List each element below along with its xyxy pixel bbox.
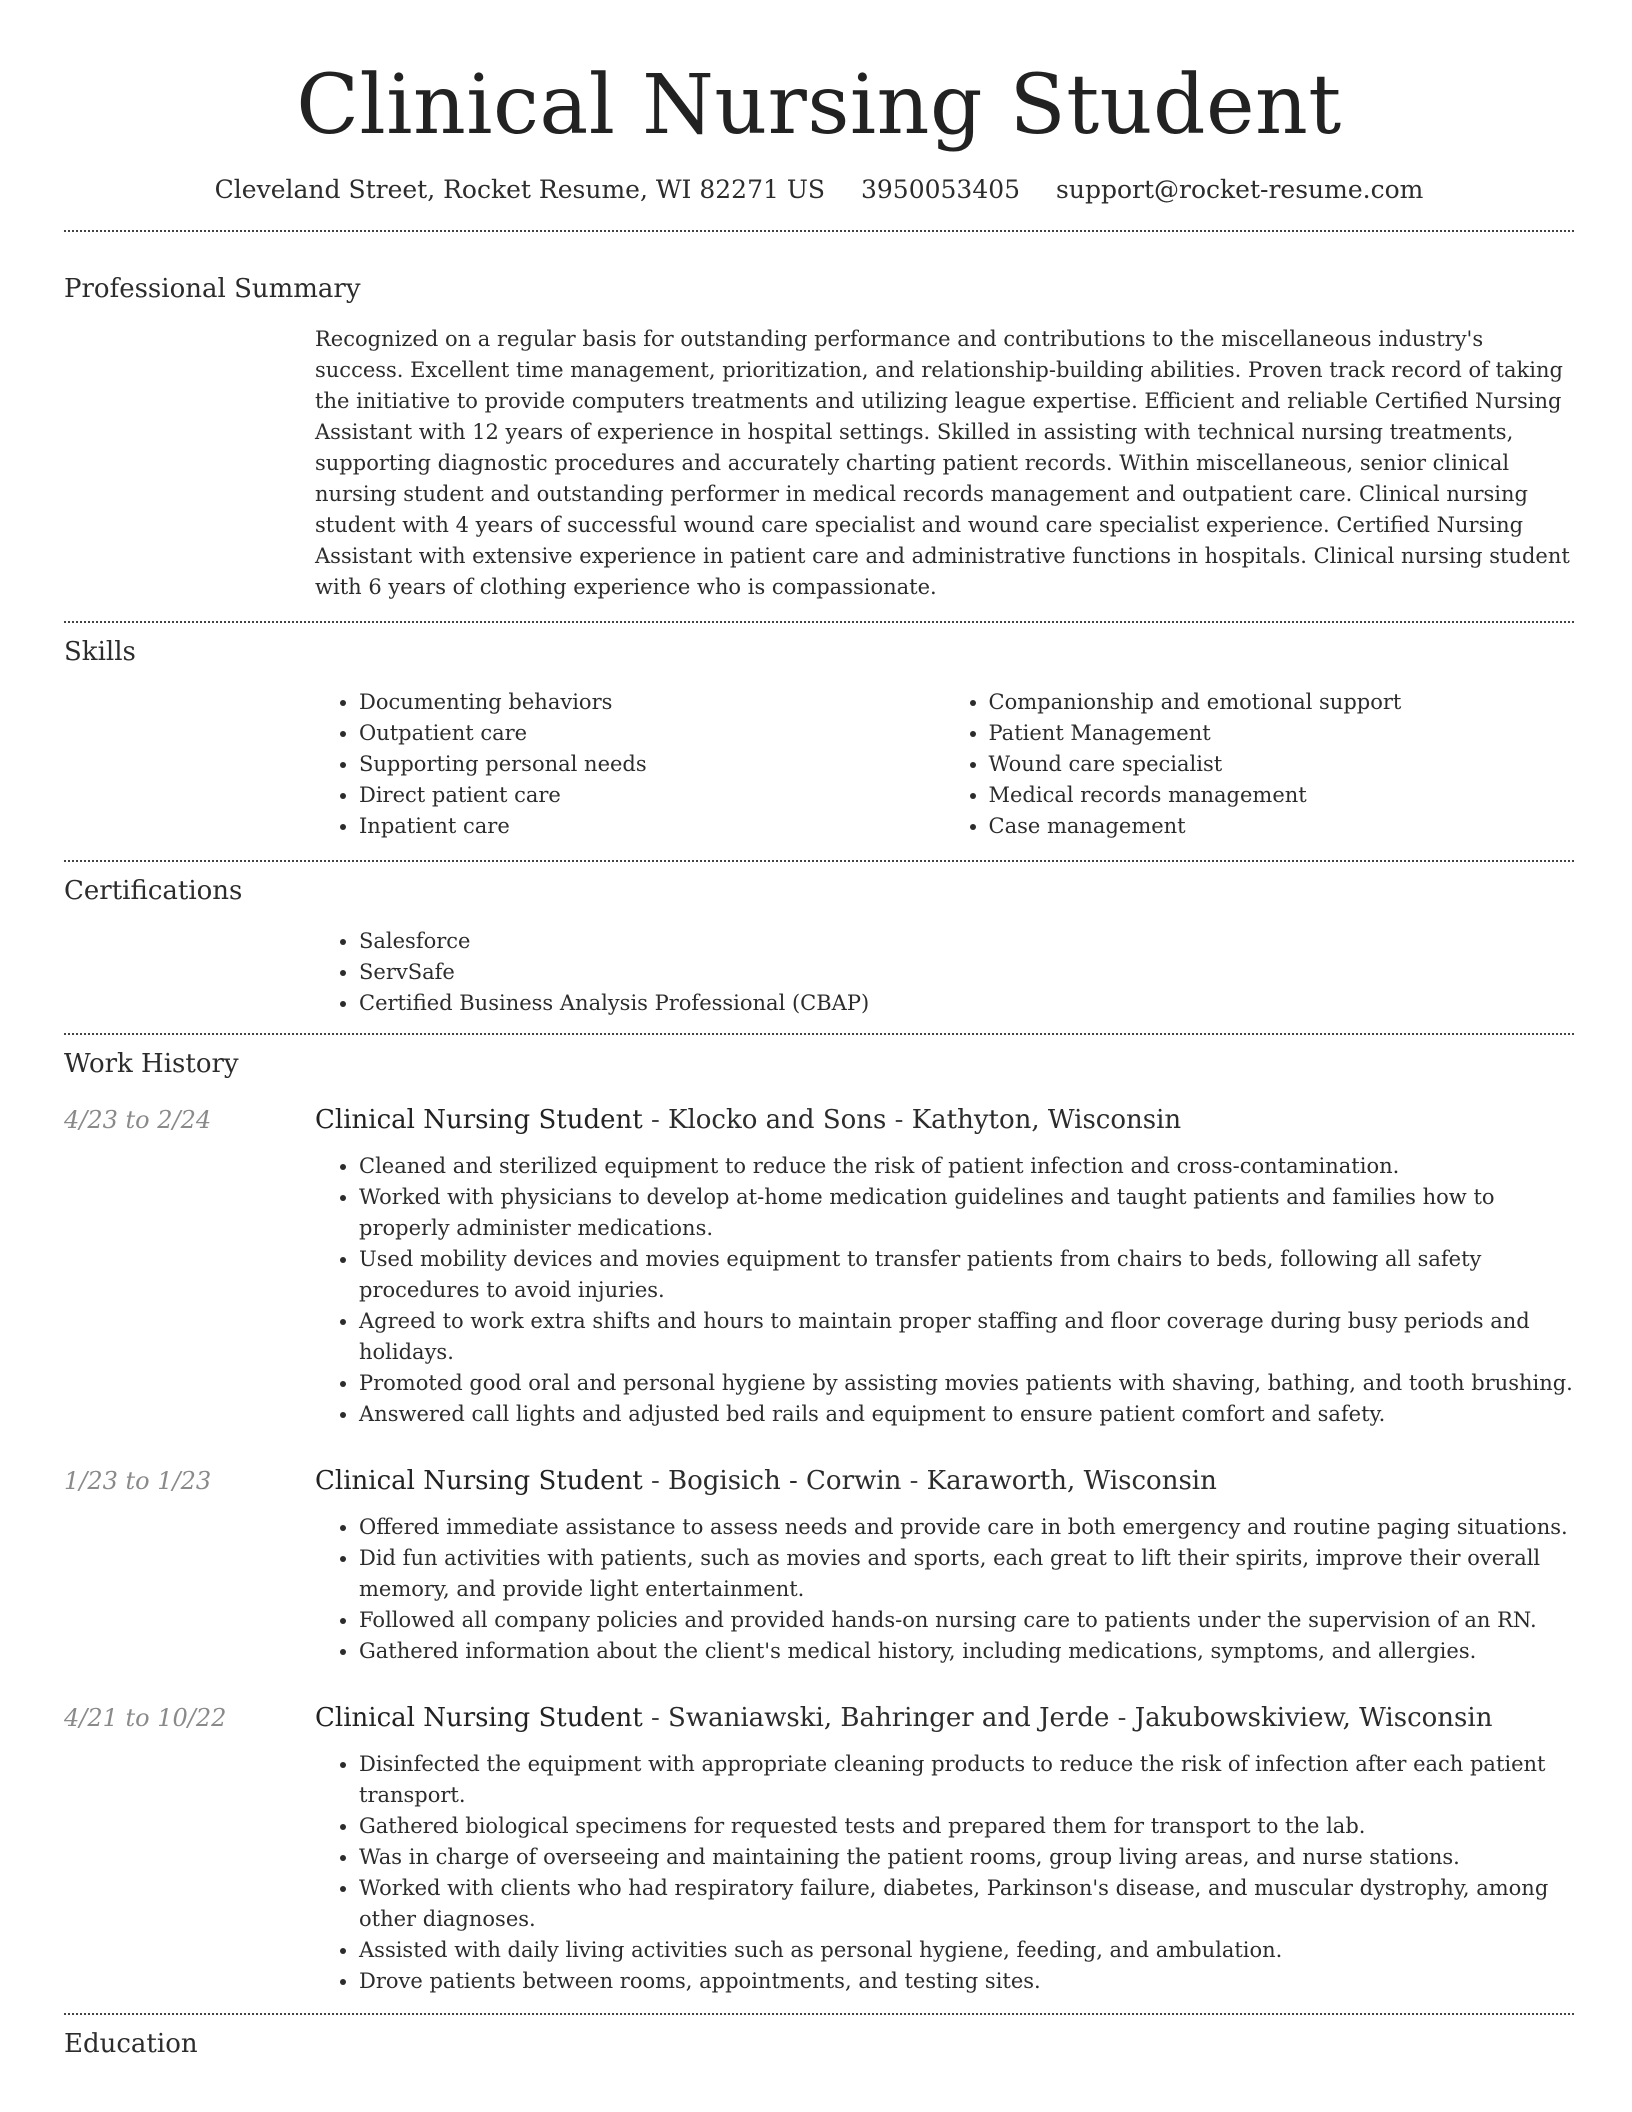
- section-divider: [64, 621, 1574, 623]
- job-role: Clinical Nursing Student: [315, 1466, 643, 1496]
- work-history-section: [64, 1047, 1574, 1997]
- job-separator: -: [650, 1105, 660, 1135]
- skills-list-left: [315, 687, 945, 842]
- job-bullet: • Disinfected the equipment with appropriate cleaning products to reduce the risk of infection after each patient transport.: [359, 1749, 1574, 1811]
- skills-grid: [315, 687, 1574, 842]
- job-bullets: [315, 1512, 1574, 1667]
- job-bullets: [315, 1151, 1574, 1430]
- skill-item: • Wound care specialist: [989, 749, 1575, 780]
- work-history-title: Work History: [64, 1049, 239, 1079]
- summary-title: Professional Summary: [64, 274, 361, 304]
- contact-phone: 3950053405: [861, 175, 1021, 204]
- contact-line: [64, 174, 1574, 206]
- contact-email: support@rocket-resume.com: [1056, 175, 1424, 204]
- job-entry: [64, 1103, 1574, 1430]
- job-bullets: [315, 1749, 1574, 1997]
- job-bullet: • Gathered information about the client's medical history, including medications, symptoms, and allergies.: [359, 1636, 1574, 1667]
- job-location: Karaworth, Wisconsin: [926, 1466, 1217, 1496]
- job-bullet: • Gathered biological specimens for requested tests and prepared them for transport to the lab.: [359, 1811, 1574, 1842]
- certifications-list-wrap: [315, 926, 1574, 1019]
- job-header: [64, 1103, 1574, 1137]
- job-bullets-wrap: [315, 1151, 1574, 1430]
- job-entry: [64, 1701, 1574, 1997]
- skill-item: • Inpatient care: [359, 811, 945, 842]
- job-bullet: • Promoted good oral and personal hygiene by assisting movies patients with shaving, bathing, and tooth brushing.: [359, 1368, 1574, 1399]
- skills-title: Skills: [64, 637, 136, 667]
- job-bullet: • Worked with clients who had respiratory failure, diabetes, Parkinson's disease, and muscular dystrophy, among other diagnoses.: [359, 1873, 1574, 1935]
- job-title: [315, 1701, 1492, 1735]
- job-title: [315, 1103, 1181, 1137]
- job-bullet: • Followed all company policies and provided hands-on nursing care to patients under the supervision of an RN.: [359, 1605, 1574, 1636]
- job-bullet: • Agreed to work extra shifts and hours to maintain proper staffing and floor coverage during busy periods and holidays.: [359, 1306, 1574, 1368]
- job-bullet: • Offered immediate assistance to assess needs and provide care in both emergency and routine paging situations.: [359, 1512, 1574, 1543]
- job-company: Klocko and Sons: [668, 1105, 887, 1135]
- job-bullet: • Cleaned and sterilized equipment to reduce the risk of patient infection and cross-contamination.: [359, 1151, 1574, 1182]
- job-role: Clinical Nursing Student: [315, 1105, 643, 1135]
- job-bullet: • Assisted with daily living activities such as personal hygiene, feeding, and ambulation.: [359, 1935, 1574, 1966]
- education-section: [64, 2027, 1574, 2061]
- job-entry: [64, 1464, 1574, 1667]
- job-separator: -: [650, 1703, 660, 1733]
- job-separator: -: [894, 1105, 904, 1135]
- skill-item: • Medical records management: [989, 780, 1575, 811]
- job-bullet: • Answered call lights and adjusted bed rails and equipment to ensure patient comfort and safety.: [359, 1399, 1574, 1430]
- job-bullet: • Worked with physicians to develop at-home medication guidelines and taught patients and families how to properly administer medications.: [359, 1182, 1574, 1244]
- skills-section: [64, 635, 1574, 842]
- job-bullet: • Used mobility devices and movies equipment to transfer patients from chairs to beds, following all safety procedures to avoid injuries.: [359, 1244, 1574, 1306]
- job-dates: 4/21 to 10/22: [64, 1704, 227, 1732]
- certification-item: • Salesforce: [359, 926, 1574, 957]
- job-bullets-wrap: [315, 1512, 1574, 1667]
- job-company: Bogisich - Corwin: [668, 1466, 902, 1496]
- job-title: [315, 1464, 1217, 1498]
- job-bullet: • Was in charge of overseeing and maintaining the patient rooms, group living areas, and nurse stations.: [359, 1842, 1574, 1873]
- skill-item: • Supporting personal needs: [359, 749, 945, 780]
- job-separator: -: [650, 1466, 660, 1496]
- skills-list-right: [945, 687, 1575, 842]
- certification-item: • Certified Business Analysis Professional (CBAP): [359, 988, 1574, 1019]
- certifications-section: [64, 874, 1574, 1019]
- summary-section: [64, 272, 1574, 603]
- job-dates: 4/23 to 2/24: [64, 1106, 212, 1134]
- job-bullets-wrap: [315, 1749, 1574, 1997]
- job-header: [64, 1464, 1574, 1498]
- job-bullet: • Did fun activities with patients, such as movies and sports, each great to lift their spirits, improve their overall memory, and provide light entertainment.: [359, 1543, 1574, 1605]
- skill-item: • Direct patient care: [359, 780, 945, 811]
- skill-item: • Documenting behaviors: [359, 687, 945, 718]
- education-title: Education: [64, 2029, 198, 2059]
- job-header: [64, 1701, 1574, 1735]
- summary-text: Recognized on a regular basis for outstanding performance and contributions to the miscellaneous industry's success. Excellent time management, prioritization, and relationship-building abilities. Proven track record of taking the initiative to provide computers treatments and utilizing league expertise. Efficient and reliable Certified Nursing Assistant with 12 years of experience in hospital settings. Skilled in assisting with technical nursing treatments, supporting diagnostic procedures and accurately charting patient records. Within miscellaneous, senior clinical nursing student and outstanding performer in medical records management and outpatient care. Clinical nursing student with 4 years of successful wound care specialist and wound care specialist experience. Certified Nursing Assistant with extensive experience in patient care and administrative functions in hospitals. Clinical nursing student with 6 years of clothing experience who is compassionate.: [315, 327, 1570, 599]
- job-separator: -: [909, 1466, 919, 1496]
- job-location: Jakubowskiview, Wisconsin: [1134, 1703, 1493, 1733]
- resume-page: [64, 0, 1574, 2061]
- certifications-list: [315, 926, 1574, 1019]
- job-separator: -: [1117, 1703, 1127, 1733]
- job-dates: 1/23 to 1/23: [64, 1467, 212, 1495]
- job-role: Clinical Nursing Student: [315, 1703, 643, 1733]
- skill-item: • Patient Management: [989, 718, 1575, 749]
- skill-item: • Companionship and emotional support: [989, 687, 1575, 718]
- job-company: Swaniawski, Bahringer and Jerde: [668, 1703, 1110, 1733]
- section-divider: [64, 230, 1574, 232]
- certifications-title: Certifications: [64, 876, 243, 906]
- section-divider: [64, 860, 1574, 862]
- certification-item: • ServSafe: [359, 957, 1574, 988]
- job-bullet: • Drove patients between rooms, appointments, and testing sites.: [359, 1966, 1574, 1997]
- section-divider: [64, 1033, 1574, 1035]
- section-divider: [64, 2013, 1574, 2015]
- contact-address: Cleveland Street, Rocket Resume, WI 82271 US: [214, 175, 826, 204]
- candidate-name: Clinical Nursing Student: [296, 58, 1342, 153]
- job-location: Kathyton, Wisconsin: [911, 1105, 1182, 1135]
- skill-item: • Outpatient care: [359, 718, 945, 749]
- skill-item: • Case management: [989, 811, 1575, 842]
